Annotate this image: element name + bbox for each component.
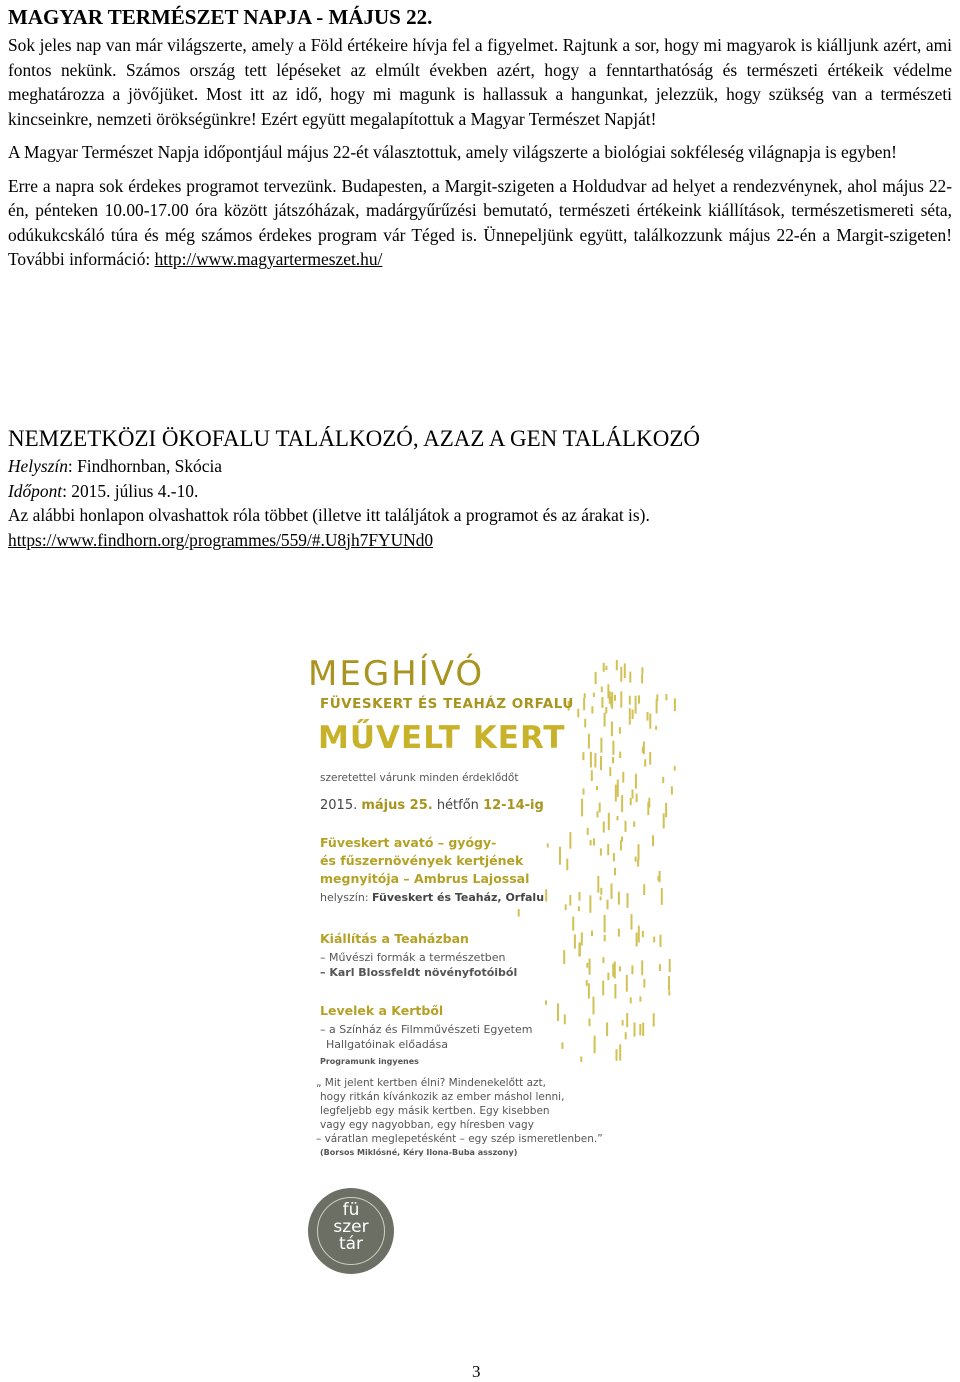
date-time: 12-14-ig <box>483 798 544 813</box>
decorative-dash <box>597 876 599 893</box>
decorative-dash <box>624 663 626 678</box>
decorative-dash <box>588 734 590 749</box>
decorative-dash <box>618 929 620 937</box>
decorative-dash <box>593 693 595 697</box>
decorative-dash <box>597 811 599 817</box>
section-ecovillage <box>8 424 952 552</box>
decorative-dash <box>665 694 667 700</box>
decorative-dash <box>619 752 621 759</box>
decorative-dash <box>620 667 622 682</box>
decorative-dash <box>578 906 580 911</box>
decorative-dash <box>591 770 593 781</box>
decorative-dash <box>587 828 589 835</box>
decorative-dash <box>583 698 585 710</box>
fuszertar-logo <box>308 1188 394 1274</box>
event2-detail: – Művészi formák a természetben <box>320 951 506 964</box>
decorative-dash <box>605 707 607 714</box>
decorative-dash <box>638 695 640 703</box>
decorative-dash <box>591 706 593 713</box>
poster-date <box>320 798 544 813</box>
decorative-dash <box>593 997 595 1015</box>
decorative-dash <box>663 813 665 828</box>
decorative-dash <box>632 790 634 799</box>
decorative-dash <box>606 1022 608 1036</box>
decorative-dash <box>603 663 605 672</box>
decorative-dash <box>615 785 617 802</box>
decorative-dash <box>631 965 633 974</box>
decorative-dash <box>616 1049 618 1061</box>
decorative-dash <box>581 799 583 817</box>
decorative-dash <box>668 990 670 995</box>
decorative-dash <box>604 713 606 727</box>
decorative-dash <box>614 868 616 875</box>
event2-detail: – Karl Blossfeldt növényfotóiból <box>320 966 518 979</box>
decorative-dash <box>622 772 624 783</box>
decorative-dash <box>588 983 590 998</box>
quote-line: vagy egy nagyobban, egy híresben vagy <box>320 1119 534 1131</box>
logo-text: szer <box>333 1217 369 1237</box>
date-prefix: 2015. <box>320 798 362 813</box>
decorative-dash <box>617 816 619 820</box>
decorative-dash <box>590 752 592 768</box>
decorative-dash <box>636 794 638 803</box>
decorative-dash <box>635 696 637 714</box>
decorative-dash <box>642 1023 644 1037</box>
decorative-dash <box>665 803 667 817</box>
decorative-dash <box>547 843 549 847</box>
place-line <box>8 454 952 479</box>
decorative-dash <box>603 822 605 833</box>
decorative-dash <box>638 926 640 943</box>
decorative-dash <box>622 1020 624 1026</box>
decorative-dash <box>564 1014 566 1024</box>
decorative-dash <box>621 795 623 812</box>
decorative-dash <box>643 979 645 988</box>
decorative-dash <box>563 950 565 964</box>
decorative-dash <box>581 932 583 945</box>
decorative-dash <box>649 752 651 765</box>
decorative-dash <box>600 848 602 855</box>
decorative-dash <box>632 710 634 720</box>
decorative-dash <box>580 1057 582 1063</box>
decorative-dash <box>600 738 602 753</box>
decorative-dash <box>579 942 581 956</box>
decorative-dash <box>620 840 622 850</box>
decorative-dash <box>620 691 622 707</box>
decorative-dash <box>612 741 614 755</box>
decorative-dash <box>614 984 616 999</box>
place-label: Helyszín <box>8 456 68 476</box>
decorative-dash <box>569 895 571 906</box>
decorative-dash <box>604 935 606 942</box>
event1-line: és fűszernövények kertjének <box>320 853 524 868</box>
decorative-dash <box>671 786 673 794</box>
decorative-dash <box>582 752 584 760</box>
decorative-dash <box>642 747 644 753</box>
date-day: május 25. <box>361 798 433 813</box>
decorative-dash <box>637 859 639 866</box>
decorative-dash <box>635 774 637 789</box>
event1-line: megnyitója – Ambrus Lajossal <box>320 871 530 886</box>
section-body-nature-day <box>8 33 952 272</box>
info-label: További információ: <box>8 249 155 269</box>
event1-title <box>320 834 529 888</box>
decorative-dash <box>659 964 661 971</box>
decorative-dash <box>638 844 640 860</box>
decorative-dash <box>607 973 609 981</box>
decorative-dash <box>629 708 631 725</box>
decorative-dash <box>594 753 596 767</box>
decorative-dash <box>616 660 618 670</box>
decorative-dash <box>557 1003 559 1021</box>
decorative-dash <box>579 892 581 901</box>
decorative-dash <box>614 695 616 701</box>
decorative-dash <box>577 709 579 718</box>
decorative-dash <box>601 687 603 693</box>
paragraph-text: Erre a napra sok érdekes programot tervezünk. Budapesten, a Margit-szigeten a Holdudvar ad helyet a rendezvénynek, ahol május 22- én, pénteken 10.00-17.00 óra között játszóházak, madárgyűrűzési bemutató, természeti értékeink kiállítások, természetismereti séta, odúkukcskáló túra és még számos érdekes program vár Téged is. Ünnepeljünk együtt, találkozzunk május 22-én a Margit-szigeten! <box>8 175 952 245</box>
decorative-dash <box>607 900 609 910</box>
decorative-dash <box>626 975 628 992</box>
decorative-dash <box>572 917 574 931</box>
decorative-dash <box>674 698 676 711</box>
findhorn-link[interactable]: https://www.findhorn.org/programmes/559/#.U8jh7FYUNd0 <box>8 529 434 550</box>
decorative-dash <box>611 884 613 899</box>
decorative-dash <box>618 892 620 905</box>
decorative-dash <box>641 667 643 674</box>
decorative-dash <box>611 721 613 736</box>
decorative-dash <box>604 915 606 933</box>
decorative-dash <box>660 935 662 947</box>
decorative-dash <box>652 835 654 846</box>
decorative-dash <box>669 959 671 972</box>
decorative-dash <box>629 672 631 683</box>
decorative-dash <box>629 696 631 705</box>
location-label: helyszín: <box>320 891 373 904</box>
decorative-dash <box>608 813 610 830</box>
decorative-dash <box>619 966 621 971</box>
decorative-dash <box>589 959 591 975</box>
event3-detail: – a Színház és Filmművészeti Egyetem <box>320 1023 533 1036</box>
logo-text: tár <box>338 1234 364 1254</box>
decorative-dash <box>518 909 520 917</box>
decorative-dash <box>617 780 619 797</box>
link-line <box>8 528 952 553</box>
decorative-dash <box>653 937 655 943</box>
quote-line: legfeljebb egy másik kertben. Egy kisebben <box>320 1105 550 1117</box>
event3-detail: Hallgatóinak előadása <box>326 1038 449 1051</box>
decorative-dash <box>586 963 588 968</box>
paragraph: A Magyar Természet Napja időpontjául május 22-ét választottuk, amely világszerte a biológiai sokféleség világnapja is egyben! <box>8 142 897 162</box>
decorative-dash <box>602 957 604 963</box>
decorative-dash <box>634 1023 636 1037</box>
decorative-dash <box>647 802 649 815</box>
decorative-dash <box>635 857 637 862</box>
place-value: : Findhornban, Skócia <box>67 456 222 476</box>
decorative-dash <box>626 1013 628 1027</box>
decorative-dash <box>613 853 615 861</box>
decorative-dash <box>636 933 638 947</box>
time-line <box>8 479 952 504</box>
time-value: : 2015. július 4.-10. <box>62 480 199 501</box>
time-label: Időpont <box>8 480 63 501</box>
decorative-dash <box>653 1013 655 1026</box>
decorative-dash <box>593 838 595 845</box>
decorative-dash <box>545 1000 547 1004</box>
invitation-poster <box>296 640 676 1280</box>
decorative-dash <box>641 960 643 975</box>
logo-text: fü <box>342 1200 360 1220</box>
decorative-dash <box>590 840 592 845</box>
decorative-dash <box>584 693 586 698</box>
decorative-dash <box>661 888 663 905</box>
poster-quote <box>316 1076 603 1160</box>
quote-source: (Borsos Miklósné, Kéry Ilona-Buba asszony) <box>320 1148 518 1157</box>
free-program-note: Programunk ingyenes <box>320 1057 419 1066</box>
info-note: Az alábbi honlapon olvashattok róla többet (illetve itt találjátok a programot és az árakat is). <box>8 505 650 525</box>
decorative-dash <box>601 697 603 708</box>
decorative-dash <box>656 699 658 713</box>
decorative-dash <box>609 767 611 776</box>
decorative-dash <box>631 914 633 930</box>
decorative-dash <box>630 997 632 1003</box>
decorative-dash <box>605 666 607 670</box>
decorative-dash <box>647 712 649 721</box>
decorative-dash <box>559 847 561 865</box>
decorative-dash <box>583 788 585 794</box>
decorative-dash <box>584 719 586 728</box>
poster-headline: MŰVELT KERT <box>318 720 566 756</box>
decorative-dash <box>609 691 611 703</box>
poster-welcome: szeretettel várunk minden érdeklődőt <box>320 772 519 784</box>
paragraph <box>8 174 952 272</box>
poster-title: MEGHÍVÓ <box>308 654 485 694</box>
decorative-dash <box>607 844 609 855</box>
decorative-dash <box>594 1036 596 1054</box>
decorative-dash <box>639 996 641 1001</box>
location-value: Füveskert és Teaház, Orfalu <box>372 891 545 904</box>
decorative-dash <box>574 934 576 948</box>
info-link[interactable]: http://www.magyartermeszet.hu/ <box>154 249 383 269</box>
decorative-dash <box>657 876 659 881</box>
poster-subtitle: FÜVESKERT ÉS TEAHÁZ ORFALU <box>320 696 574 712</box>
decorative-dash <box>621 837 623 842</box>
decorative-dash <box>600 888 602 895</box>
decorative-dash <box>614 962 616 979</box>
section-title-nature-day: MAGYAR TERMÉSZET NAPJA - MÁJUS 22. <box>8 5 433 29</box>
decorative-dash <box>633 821 635 827</box>
decorative-dash <box>619 727 621 734</box>
quote-line: „ Mit jelent kertben élni? Mindenekelőtt azt, <box>316 1077 547 1089</box>
decorative-dash <box>662 777 664 783</box>
quote-line: hogy ritkán kívánkozik az ember máshol lenni, <box>320 1091 565 1103</box>
decorative-dash <box>600 896 602 900</box>
decorative-dash <box>561 1042 563 1049</box>
decorative-dash <box>619 1044 621 1060</box>
decorative-dash <box>649 713 651 728</box>
decorative-dash <box>655 726 657 730</box>
decorative-dash <box>612 757 614 763</box>
event1-location <box>320 890 544 905</box>
event1-line: Füveskert avató – gyógy- <box>320 835 497 850</box>
paragraph: Sok jeles nap van már világszerte, amely a Föld értékeire hívja fel a figyelmet. Rajtunk a sor, hogy mi magyarok is kiálljunk azért, ami fontos nekünk. Számos ország tett lépéseket az elmúlt években azért, hogy a fenntarthatóság és természeti értékeik védelme meghatározza a jövőjüket. Most itt az idő, hogy mi magunk is hallassuk a hangunkat, jelezzük, hogy szükség van a természeti kincseinkre, nemzeti örökségünkre! Ezért együtt megalapítottuk a Magyar Természet Napját! <box>8 35 952 129</box>
decorative-dash <box>668 976 670 990</box>
decorative-dash <box>586 980 588 986</box>
decorative-dash <box>545 889 547 901</box>
decorative-dash <box>599 803 601 813</box>
decorative-dash <box>644 759 646 766</box>
decorative-dash <box>589 895 591 913</box>
decorative-dash <box>674 766 676 771</box>
decorative-dash <box>569 832 571 849</box>
decorative-dash <box>595 672 597 684</box>
decorative-dash <box>641 674 643 683</box>
date-weekday: hétfőn <box>432 798 484 813</box>
decorative-dash <box>642 931 644 937</box>
decorative-dash <box>602 981 604 996</box>
decorative-dash <box>625 1032 627 1039</box>
decorative-dash <box>627 893 629 908</box>
section-title-gen: NEMZETKÖZI ÖKOFALU TALÁLKOZÓ, AZAZ A GEN TALÁLKOZÓ <box>8 426 700 451</box>
decorative-dash <box>596 786 598 790</box>
decorative-dash <box>589 1019 591 1027</box>
decorative-dash <box>639 1024 641 1035</box>
page-number: 3 <box>472 1362 481 1381</box>
decorative-dash <box>630 798 632 805</box>
decorative-dash <box>643 884 645 895</box>
decorative-dash <box>565 904 567 910</box>
decorative-dash <box>566 859 568 871</box>
decorative-dash <box>625 821 627 832</box>
decorative-dash <box>600 756 602 770</box>
quote-line: – váratlan meglepetésként – egy szép ismeretlenben.” <box>316 1133 603 1145</box>
event2-title: Kiállítás a Teaházban <box>320 931 469 946</box>
event3-title: Levelek a Kertből <box>320 1003 444 1018</box>
decorative-dash <box>591 931 593 936</box>
